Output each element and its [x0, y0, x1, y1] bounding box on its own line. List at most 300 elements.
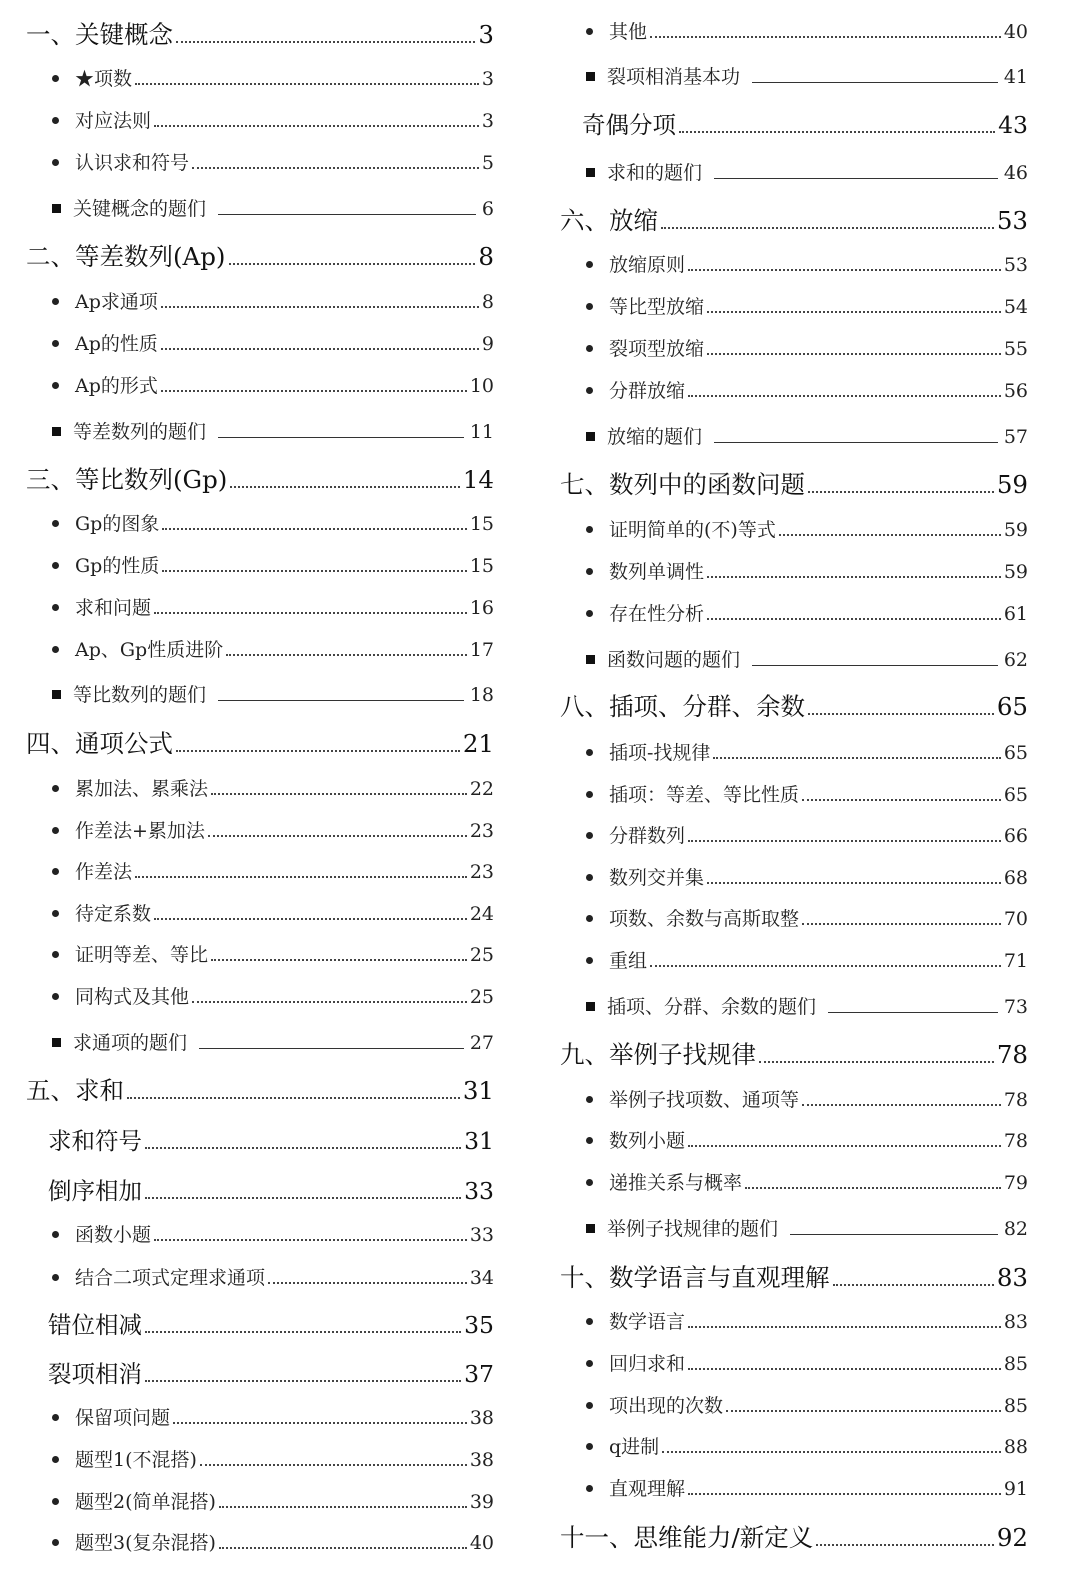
dot-leader [135, 876, 467, 878]
toc-entry-label: 等比型放缩 [609, 296, 705, 318]
toc-page-number: 46 [1003, 162, 1028, 184]
toc-entry[interactable] [52, 1487, 494, 1517]
toc-entry[interactable] [48, 1122, 494, 1160]
toc-page-number: 34 [469, 1267, 494, 1289]
toc-entry[interactable] [586, 557, 1028, 587]
bullet-dot-icon [52, 993, 59, 1000]
toc-entry[interactable] [52, 287, 494, 317]
toc-entry[interactable] [26, 237, 494, 277]
toc-entry-label: 放缩的题们 [607, 426, 703, 448]
toc-entry-label: 题型3(复杂混搭) [75, 1532, 216, 1554]
toc-page-number: 57 [1003, 426, 1028, 448]
toc-entry[interactable] [586, 738, 1028, 768]
toc-entry-label: 作差法+累加法 [75, 820, 205, 842]
dot-leader [802, 923, 1001, 925]
dot-leader [176, 41, 475, 43]
toc-entry[interactable] [586, 1307, 1028, 1337]
toc-page-number: 78 [1003, 1089, 1028, 1111]
toc-entry-label: 题型2(简单混搭) [75, 1491, 216, 1513]
toc-entry-label: 求和符号 [48, 1127, 142, 1155]
bullet-dot-icon [586, 387, 593, 394]
toc-entry-label: 结合二项式定理求通项 [75, 1267, 266, 1289]
toc-page-number: 16 [469, 597, 494, 619]
toc-entry-label: 二、等差数列(Ap) [26, 242, 226, 271]
toc-entry-label: 倒序相加 [48, 1177, 142, 1205]
bullet-dot-icon [586, 1096, 593, 1103]
toc-entry-label: 同构式及其他 [75, 986, 190, 1008]
dot-leader [802, 799, 1001, 801]
bullet-dot-icon [52, 827, 59, 834]
toc-entry-label: Ap的形式 [75, 375, 158, 397]
dot-leader [688, 1368, 1001, 1370]
toc-entry[interactable] [52, 680, 494, 710]
toc-entry[interactable] [52, 106, 494, 136]
toc-entry[interactable] [586, 1168, 1028, 1198]
dot-leader [173, 1422, 467, 1424]
bullet-dot-icon [52, 298, 59, 305]
toc-entry[interactable] [586, 1391, 1028, 1421]
dot-leader [688, 269, 1001, 271]
toc-entry-label: 放缩原则 [609, 254, 686, 276]
bullet-dot-icon [52, 382, 59, 389]
toc-entry-label: 举例子找项数、通项等 [609, 1089, 800, 1111]
toc-entry[interactable] [586, 422, 1028, 452]
toc-entry[interactable] [586, 821, 1028, 851]
toc-entry[interactable] [560, 1035, 1028, 1075]
toc-entry[interactable] [586, 334, 1028, 364]
toc-entry[interactable] [586, 1349, 1028, 1379]
toc-entry-label: 六、放缩 [560, 206, 658, 235]
toc-entry[interactable] [26, 460, 494, 500]
toc-entry[interactable] [48, 1355, 494, 1393]
toc-entry[interactable] [560, 1518, 1028, 1558]
bullet-dot-icon [586, 345, 593, 352]
toc-entry[interactable] [52, 1403, 494, 1433]
toc-entry[interactable] [560, 1258, 1028, 1298]
toc-page-number: 40 [469, 1532, 494, 1554]
toc-entry-label: 项数、余数与高斯取整 [609, 908, 800, 930]
dot-leader [226, 654, 467, 656]
toc-page-number: 59 [1003, 519, 1028, 541]
bullet-dot-icon [586, 1179, 593, 1186]
dot-leader [219, 1547, 467, 1549]
toc-page-number: 3 [481, 68, 494, 90]
dot-leader [229, 263, 476, 265]
dot-leader [211, 959, 467, 961]
toc-entry[interactable] [52, 194, 494, 224]
dot-leader [833, 1284, 994, 1286]
toc-entry[interactable] [586, 1432, 1028, 1462]
dot-leader [135, 83, 479, 85]
toc-page-number: 8 [478, 242, 494, 271]
toc-entry-label: 求通项的题们 [73, 1032, 188, 1054]
bullet-dot-icon [586, 303, 593, 310]
toc-page-number: 66 [1003, 825, 1028, 847]
toc-page-number: 82 [1003, 1218, 1028, 1240]
toc-entry[interactable] [52, 1445, 494, 1475]
toc-entry[interactable] [586, 292, 1028, 322]
toc-entry[interactable] [560, 201, 1028, 241]
toc-page-number: 61 [1003, 603, 1028, 625]
dot-leader [219, 1506, 467, 1508]
toc-page-number: 59 [996, 470, 1028, 499]
toc-page-number: 92 [996, 1523, 1028, 1552]
toc-entry[interactable] [586, 62, 1028, 92]
bullet-dot-icon [586, 832, 593, 839]
toc-page-number: 71 [1003, 950, 1028, 972]
toc-entry-label: 奇偶分项 [582, 111, 676, 139]
toc-page-number: 23 [469, 820, 494, 842]
toc-entry-label: 对应法则 [75, 110, 152, 132]
dot-leader [161, 390, 467, 392]
dot-leader [688, 1493, 1001, 1495]
bullet-dot-icon [52, 1414, 59, 1421]
toc-entry-label: 八、插项、分群、余数 [560, 692, 805, 721]
toc-entry[interactable] [582, 106, 1028, 144]
toc-entry-label: 裂项相消 [48, 1360, 142, 1388]
toc-page-number: 24 [469, 903, 494, 925]
toc-entry-label: 数列交并集 [609, 867, 705, 889]
toc-page-number: 38 [469, 1407, 494, 1429]
toc-entry-label: Ap、Gp性质进阶 [75, 639, 224, 661]
bullet-dot-icon [586, 1318, 593, 1325]
dot-leader [208, 835, 467, 837]
bullet-dot-icon [52, 1498, 59, 1505]
toc-page-number: 17 [469, 639, 494, 661]
toc-page-number: 54 [1003, 296, 1028, 318]
toc-entry-label: 插项：等差、等比性质 [609, 784, 800, 806]
dot-leader [145, 1147, 461, 1149]
toc-entry[interactable] [52, 593, 494, 623]
toc-page-number: 35 [464, 1311, 494, 1339]
toc-entry[interactable] [52, 1220, 494, 1250]
toc-entry[interactable] [586, 1085, 1028, 1115]
toc-entry[interactable] [586, 904, 1028, 934]
bullet-dot-icon [586, 957, 593, 964]
toc-page-number: 15 [469, 555, 494, 577]
toc-entry-label: 数列小题 [609, 1130, 686, 1152]
toc-entry[interactable] [52, 774, 494, 804]
bullet-square-icon [586, 1224, 595, 1233]
dot-leader [679, 131, 995, 133]
toc-entry[interactable] [26, 1071, 494, 1111]
toc-page-number: 22 [469, 778, 494, 800]
bullet-dot-icon [52, 340, 59, 347]
toc-page-number: 78 [1003, 1130, 1028, 1152]
bullet-dot-icon [52, 951, 59, 958]
toc-entry-label: ★项数 [75, 68, 133, 90]
toc-entry-label: Ap的性质 [75, 333, 158, 355]
toc-page-number: 14 [462, 465, 494, 494]
dot-leader [662, 1451, 1001, 1453]
bullet-dot-icon [52, 1539, 59, 1546]
bullet-dot-icon [52, 117, 59, 124]
toc-page-number: 3 [478, 20, 494, 49]
toc-entry[interactable] [586, 992, 1028, 1022]
toc-entry[interactable] [586, 1126, 1028, 1156]
toc-page-number: 25 [469, 986, 494, 1008]
toc-entry[interactable] [52, 509, 494, 539]
toc-entry-label: 等差数列的题们 [73, 421, 207, 443]
bullet-dot-icon [52, 604, 59, 611]
bullet-dot-icon [52, 1456, 59, 1463]
toc-entry[interactable] [52, 551, 494, 581]
underline-leader [828, 1012, 998, 1013]
dot-leader [816, 1544, 994, 1546]
toc-entry[interactable] [586, 17, 1028, 47]
toc-page-number: 70 [1003, 908, 1028, 930]
toc-page-number: 3 [481, 110, 494, 132]
toc-entry[interactable] [560, 465, 1028, 505]
toc-entry-label: 回归求和 [609, 1353, 686, 1375]
toc-page-number: 55 [1003, 338, 1028, 360]
toc-page-number: 5 [481, 152, 494, 174]
toc-entry-label: 十、数学语言与直观理解 [560, 1263, 830, 1292]
toc-entry[interactable] [586, 599, 1028, 629]
dot-leader [650, 36, 1001, 38]
toc-entry[interactable] [52, 329, 494, 359]
dot-leader [200, 1464, 467, 1466]
toc-entry-label: 十一、思维能力/新定义 [560, 1523, 814, 1552]
toc-page-number: 53 [996, 206, 1028, 235]
toc-entry[interactable] [586, 863, 1028, 893]
toc-entry-label: 错位相减 [48, 1311, 142, 1339]
toc-page-number: 9 [481, 333, 494, 355]
underline-leader [218, 214, 476, 215]
dot-leader [162, 570, 466, 572]
dot-leader [192, 1001, 467, 1003]
bullet-dot-icon [52, 75, 59, 82]
dot-leader [268, 1282, 467, 1284]
bullet-dot-icon [52, 1274, 59, 1281]
toc-entry[interactable] [52, 417, 494, 447]
toc-page-number: 38 [469, 1449, 494, 1471]
toc-entry-label: 裂项型放缩 [609, 338, 705, 360]
toc-entry-label: 题型1(不混搭) [75, 1449, 197, 1471]
bullet-dot-icon [586, 791, 593, 798]
dot-leader [145, 1331, 461, 1333]
toc-entry-label: 项出现的次数 [609, 1395, 724, 1417]
toc-page-number: 37 [464, 1360, 494, 1388]
toc-entry-label: Gp的性质 [75, 555, 160, 577]
toc-entry[interactable] [26, 15, 494, 55]
bullet-dot-icon [586, 1137, 593, 1144]
toc-entry-label: 认识求和符号 [75, 152, 190, 174]
bullet-dot-icon [52, 159, 59, 166]
toc-entry-label: 关键概念的题们 [73, 198, 207, 220]
dot-leader [707, 882, 1001, 884]
underline-leader [199, 1048, 464, 1049]
toc-page-number: 56 [1003, 380, 1028, 402]
toc-page-number: 33 [469, 1224, 494, 1246]
bullet-square-icon [586, 655, 595, 664]
toc-entry-label: 证明等差、等比 [75, 944, 209, 966]
dot-leader [661, 227, 994, 229]
bullet-square-icon [586, 432, 595, 441]
toc-entry-label: 分群数列 [609, 825, 686, 847]
bullet-dot-icon [586, 915, 593, 922]
dot-leader [808, 713, 994, 715]
toc-entry-label: Ap求通项 [75, 291, 158, 313]
bullet-dot-icon [586, 1402, 593, 1409]
dot-leader [211, 793, 467, 795]
underline-leader [752, 665, 998, 666]
toc-page-number: 88 [1003, 1436, 1028, 1458]
toc-entry[interactable] [586, 376, 1028, 406]
dot-leader [145, 1380, 461, 1382]
toc-entry[interactable] [586, 515, 1028, 545]
toc-entry-label: 保留项问题 [75, 1407, 171, 1429]
toc-entry-label: 一、关键概念 [26, 20, 173, 49]
bullet-dot-icon [52, 562, 59, 569]
toc-page-number: 65 [1003, 784, 1028, 806]
bullet-dot-icon [586, 749, 593, 756]
toc-entry-label: 三、等比数列(Gp) [26, 465, 228, 494]
dot-leader [802, 1104, 1001, 1106]
bullet-square-icon [52, 690, 61, 699]
toc-page-number: 27 [469, 1032, 494, 1054]
dot-leader [808, 491, 994, 493]
toc-entry[interactable] [586, 946, 1028, 976]
toc-entry[interactable] [26, 724, 494, 764]
underline-leader [790, 1234, 998, 1235]
bullet-dot-icon [586, 610, 593, 617]
dot-leader [176, 750, 460, 752]
bullet-dot-icon [52, 910, 59, 917]
toc-page-number: 65 [1003, 742, 1028, 764]
toc-page-number: 83 [996, 1263, 1028, 1292]
toc-entry-label: Gp的图象 [75, 513, 160, 535]
toc-page-number: 68 [1003, 867, 1028, 889]
toc-page-number: 85 [1003, 1353, 1028, 1375]
toc-page-number: 33 [464, 1177, 494, 1205]
toc-entry[interactable] [52, 982, 494, 1012]
bullet-dot-icon [52, 646, 59, 653]
bullet-dot-icon [52, 785, 59, 792]
bullet-dot-icon [586, 874, 593, 881]
bullet-square-icon [52, 1038, 61, 1047]
toc-page-number: 41 [1003, 66, 1028, 88]
toc-page-number: 21 [462, 729, 494, 758]
toc-page-number: 85 [1003, 1395, 1028, 1417]
dot-leader [127, 1097, 460, 1099]
toc-entry[interactable] [52, 1263, 494, 1293]
bullet-square-icon [586, 72, 595, 81]
toc-entry-label: 函数问题的题们 [607, 649, 741, 671]
dot-leader [650, 965, 1001, 967]
dot-leader [707, 618, 1001, 620]
toc-entry[interactable] [52, 635, 494, 665]
underline-leader [752, 82, 998, 83]
bullet-dot-icon [586, 1360, 593, 1367]
toc-entry-label: 存在性分析 [609, 603, 705, 625]
bullet-dot-icon [586, 1443, 593, 1450]
toc-page-number: 11 [469, 421, 494, 443]
dot-leader [745, 1187, 1001, 1189]
bullet-dot-icon [586, 1485, 593, 1492]
dot-leader [707, 353, 1001, 355]
dot-leader [154, 1239, 467, 1241]
toc-entry-label: 数列单调性 [609, 561, 705, 583]
toc-entry[interactable] [560, 687, 1028, 727]
dot-leader [145, 1197, 461, 1199]
underline-leader [218, 700, 464, 701]
toc-entry[interactable] [52, 940, 494, 970]
dot-leader [230, 486, 459, 488]
toc-entry[interactable] [586, 645, 1028, 675]
toc-entry-label: 作差法 [75, 861, 133, 883]
toc-page-number: 79 [1003, 1172, 1028, 1194]
toc-page-number: 18 [469, 684, 494, 706]
toc-entry[interactable] [52, 1028, 494, 1058]
dot-leader [688, 395, 1001, 397]
dot-leader [759, 1061, 994, 1063]
toc-entry[interactable] [586, 158, 1028, 188]
toc-page-number: 25 [469, 944, 494, 966]
bullet-square-icon [586, 1002, 595, 1011]
dot-leader [713, 757, 1000, 759]
toc-page-number: 83 [1003, 1311, 1028, 1333]
toc-entry[interactable] [52, 148, 494, 178]
toc-entry-label: 求和的题们 [607, 162, 703, 184]
toc-entry-label: 递推关系与概率 [609, 1172, 743, 1194]
toc-page-number: 65 [996, 692, 1028, 721]
toc-entry[interactable] [586, 1474, 1028, 1504]
toc-entry-label: 证明简单的(不)等式 [609, 519, 776, 541]
underline-leader [714, 178, 998, 179]
bullet-dot-icon [586, 568, 593, 575]
dot-leader [688, 1326, 1001, 1328]
toc-entry-label: 四、通项公式 [26, 729, 173, 758]
toc-entry[interactable] [586, 780, 1028, 810]
toc-entry[interactable] [586, 1214, 1028, 1244]
bullet-dot-icon [586, 526, 593, 533]
toc-entry[interactable] [52, 816, 494, 846]
toc-entry-label: 七、数列中的函数问题 [560, 470, 805, 499]
toc-entry-label: 九、举例子找规律 [560, 1040, 756, 1069]
toc-entry-label: 插项、分群、余数的题们 [607, 996, 817, 1018]
toc-page-number: 15 [469, 513, 494, 535]
toc-page-number: 53 [1003, 254, 1028, 276]
toc-entry-label: 举例子找规律的题们 [607, 1218, 779, 1240]
underline-leader [714, 442, 998, 443]
toc-entry-label: 数学语言 [609, 1311, 686, 1333]
toc-entry[interactable] [52, 1528, 494, 1558]
toc-entry[interactable] [52, 64, 494, 94]
toc-page-number: 78 [996, 1040, 1028, 1069]
toc-page-number: 43 [998, 111, 1028, 139]
bullet-dot-icon [586, 261, 593, 268]
toc-entry[interactable] [48, 1306, 494, 1344]
toc-entry-label: 其他 [609, 21, 648, 43]
bullet-dot-icon [52, 520, 59, 527]
toc-entry[interactable] [48, 1172, 494, 1210]
toc-entry[interactable] [52, 371, 494, 401]
dot-leader [779, 534, 1001, 536]
dot-leader [154, 612, 467, 614]
toc-entry[interactable] [52, 857, 494, 887]
dot-leader [162, 528, 466, 530]
bullet-dot-icon [586, 28, 593, 35]
toc-page-number: 39 [469, 1491, 494, 1513]
toc-entry-label: 分群放缩 [609, 380, 686, 402]
toc-entry[interactable] [52, 899, 494, 929]
toc-entry[interactable] [586, 250, 1028, 280]
dot-leader [707, 576, 1001, 578]
dot-leader [688, 840, 1001, 842]
dot-leader [688, 1145, 1001, 1147]
bullet-square-icon [52, 427, 61, 436]
